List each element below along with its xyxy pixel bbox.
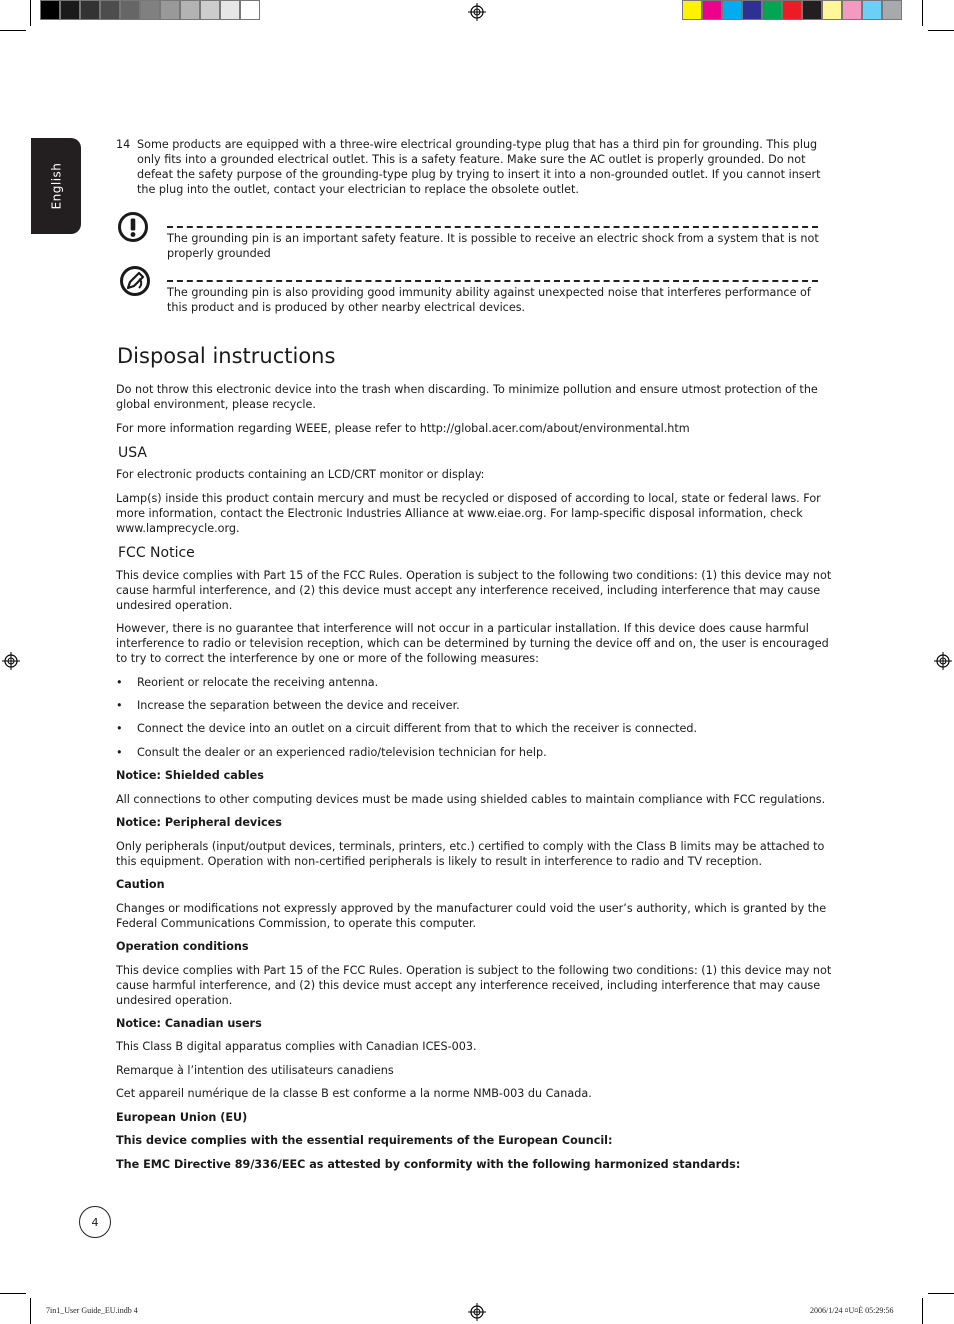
eu-line-1: This device complies with the essential requirements of the European Council:: [116, 1134, 613, 1147]
bullet-dot: •: [116, 722, 123, 735]
page-number-text: 4: [91, 1215, 99, 1229]
disposal-paragraph: Do not throw this electronic device into the trash when discarding. To minimize pollution and ensure utmost protection of the global environment, please recycle.: [116, 383, 818, 411]
registration-mark-icon: [2, 652, 20, 670]
item-14-text: Some products are equipped with a three-wire electrical grounding-type plug that has a third pin for grounding. This plug only fits into a grounded electrical outlet. This is a safety feature. Make sure the AC outlet is properly grounded. Do not defeat the safety purpose of the grounding-type plug by trying to insert it into a non-grounded outlet. If you cannot insert the plug into the outlet, contact your electrician to replace the obsolete outlet.: [137, 138, 821, 196]
item-number: 14: [116, 138, 131, 151]
canadian-text: This Class B digital apparatus complies with Canadian ICES-003.: [116, 1040, 477, 1053]
language-tab-label: [31, 138, 81, 234]
calibration-swatch: [160, 0, 180, 20]
calibration-swatch: [782, 0, 802, 20]
lamp-paragraph: Lamp(s) inside this product contain mercury and must be recycled or disposed of according to local, state or federal laws. For more information, contact the Electronic Industries Alliance at www.eiae.org. For lamp-specific disposal information, check www.lamprecycle.org.: [116, 492, 821, 535]
registration-mark-icon: [934, 652, 952, 670]
calibration-swatch: [682, 0, 702, 20]
calibration-swatch: [822, 0, 842, 20]
calibration-swatch: [80, 0, 100, 20]
list-item: Connect the device into an outlet on a circuit different from that to which the receiver is connected.: [137, 722, 698, 735]
caution-text: Changes or modifications not expressly approved by the manufacturer could void the user’s authority, which is granted by the Federal Communications Commission, to operate this computer.: [116, 902, 827, 930]
warning-icon: [117, 211, 149, 243]
section-title-usa: USA: [118, 445, 147, 461]
calibration-swatch: [120, 0, 140, 20]
calibration-swatch: [200, 0, 220, 20]
section-title-fcc: FCC Notice: [118, 545, 195, 561]
calibration-swatch: [140, 0, 160, 20]
crop-mark: [928, 1293, 954, 1294]
crop-mark: [928, 30, 954, 31]
shielded-text: All connections to other computing devices must be made using shielded cables to maintain compliance with FCC regulations.: [116, 793, 826, 806]
note-divider: [167, 226, 818, 228]
fcc-guarantee-paragraph: However, there is no guarantee that interference will not occur in a particular installation. If this device does cause harmful interference to radio or television reception, which can be determined by turning the device off and on, the user is encouraged to try to correct the interference by one or more of the following measures:: [116, 622, 829, 665]
list-item: Increase the separation between the device and receiver.: [137, 699, 460, 712]
peripheral-heading: Notice: Peripheral devices: [116, 816, 282, 829]
footer-file-info: 7in1_User Guide_EU.indb 4: [46, 1306, 138, 1315]
calibration-swatch: [220, 0, 240, 20]
calibration-swatch: [862, 0, 882, 20]
calibration-swatch: [882, 0, 902, 20]
calibration-swatch: [762, 0, 782, 20]
shielded-heading: Notice: Shielded cables: [116, 769, 264, 782]
operation-heading: Operation conditions: [116, 940, 249, 953]
section-title-disposal: Disposal instructions: [117, 344, 336, 368]
note-pencil-icon: [119, 265, 151, 297]
weee-paragraph: For more information regarding WEEE, please refer to http://global.acer.com/about/environmental.htm: [116, 422, 690, 435]
operation-text: This device complies with Part 15 of the FCC Rules. Operation is subject to the following two conditions: (1) this device may not cause harmful interference, and (2) this device must accept any interference received, including interference that may cause undesired operation.: [116, 964, 832, 1007]
crop-mark: [30, 1298, 31, 1324]
calibration-swatch: [742, 0, 762, 20]
gray-calibration-swatches: [40, 0, 260, 21]
fcc-paragraph: This device complies with Part 15 of the FCC Rules. Operation is subject to the following two conditions: (1) this device may not cause harmful interference, and (2) this device must accept any interference received, including interference that may cause undesired operation.: [116, 569, 832, 612]
calibration-swatch: [180, 0, 200, 20]
usa-paragraph: For electronic products containing an LCD/CRT monitor or display:: [116, 468, 485, 481]
footer-timestamp: 2006/1/24 ¤U¤È 05:29:56: [810, 1306, 894, 1315]
crop-mark: [30, 0, 31, 26]
calibration-swatch: [722, 0, 742, 20]
peripheral-text: Only peripherals (input/output devices, terminals, printers, etc.) certified to comply with the Class B limits may be attached to this equipment. Operation with non-certified peripherals is likely to result in interference to radio and TV reception.: [116, 840, 825, 868]
calibration-swatch: [40, 0, 60, 20]
registration-mark-icon: [468, 3, 486, 21]
info-note-text: The grounding pin is also providing good immunity ability against unexpected noise that interferes performance of this product and is produced by other nearby electrical devices.: [167, 286, 811, 314]
color-calibration-swatches: [682, 0, 902, 21]
caution-heading: Caution: [116, 878, 165, 891]
bullet-dot: •: [116, 746, 123, 759]
eu-line-2: The EMC Directive 89/336/EEC as attested by conformity with the following harmonized standards:: [116, 1158, 741, 1171]
remarque-text: Remarque à l’intention des utilisateurs canadiens: [116, 1064, 394, 1077]
calibration-swatch: [802, 0, 822, 20]
registration-mark-icon: [468, 1303, 486, 1321]
note-divider: [167, 280, 818, 282]
crop-mark: [922, 1298, 923, 1324]
calibration-swatch: [842, 0, 862, 20]
crop-mark: [922, 0, 923, 26]
crop-mark: [0, 30, 26, 31]
list-item: Consult the dealer or an experienced radio/television technician for help.: [137, 746, 547, 759]
list-item: Reorient or relocate the receiving antenna.: [137, 676, 379, 689]
calibration-swatch: [60, 0, 80, 20]
eu-heading: European Union (EU): [116, 1111, 248, 1124]
calibration-swatch: [100, 0, 120, 20]
crop-mark: [0, 1293, 26, 1294]
warning-note-text: The grounding pin is an important safety feature. It is possible to receive an electric shock from a system that is not properly grounded: [167, 232, 819, 260]
bullet-dot: •: [116, 676, 123, 689]
calibration-swatch: [702, 0, 722, 20]
calibration-swatch: [240, 0, 260, 20]
language-tab-text: English: [49, 162, 63, 210]
canadian-heading: Notice: Canadian users: [116, 1017, 262, 1030]
cet-appareil-text: Cet appareil numérique de la classe B est conforme a la norme NMB-003 du Canada.: [116, 1087, 592, 1100]
page-number: [79, 1206, 111, 1238]
bullet-dot: •: [116, 699, 123, 712]
